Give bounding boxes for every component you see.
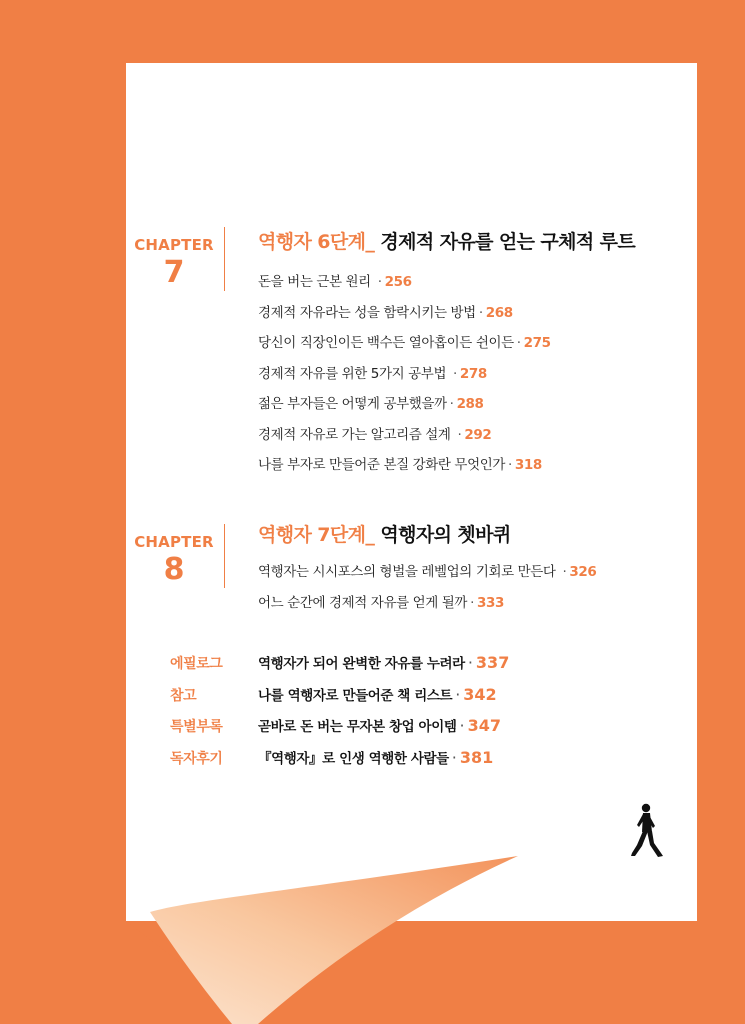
toc-page-number: 278 bbox=[459, 365, 487, 382]
back-matter-label: 독자후기 bbox=[170, 750, 223, 767]
chapter-divider bbox=[224, 227, 225, 291]
toc-page-number: 333 bbox=[476, 594, 504, 611]
toc-item-text: 당신이 직장인이든 백수든 열아홉이든 쉰이든 bbox=[258, 335, 514, 351]
back-matter-text: 나를 역행자로 만들어준 책 리스트 bbox=[258, 687, 453, 704]
chapter-8-contents bbox=[258, 557, 596, 618]
toc-item[interactable] bbox=[258, 450, 551, 481]
toc-separator: · bbox=[451, 747, 457, 767]
toc-page-number: 275 bbox=[523, 335, 551, 351]
toc-page-number: 381 bbox=[459, 747, 494, 767]
chapter-title bbox=[258, 520, 511, 547]
toc-separator: · bbox=[452, 365, 457, 382]
toc-item[interactable] bbox=[258, 298, 551, 329]
toc-item-text: 경제적 자유로 가는 알고리즘 설계 bbox=[258, 426, 455, 443]
toc-item[interactable] bbox=[258, 359, 551, 390]
toc-page-number: 347 bbox=[467, 716, 501, 735]
back-matter-item[interactable] bbox=[170, 679, 509, 711]
chapter-title-text: 경제적 자유를 얻는 구체적 루트 bbox=[374, 231, 636, 253]
walking-man-icon bbox=[630, 803, 664, 859]
toc-item[interactable] bbox=[258, 328, 551, 359]
toc-page-number: 256 bbox=[384, 274, 412, 290]
toc-item-text: 경제적 자유라는 성을 함락시키는 방법 bbox=[258, 304, 476, 321]
back-matter-list bbox=[170, 647, 509, 773]
toc-page-number: 342 bbox=[463, 684, 497, 704]
toc-separator: · bbox=[516, 335, 521, 351]
toc-separator: · bbox=[478, 304, 483, 321]
toc-separator: · bbox=[470, 594, 474, 611]
toc-separator: · bbox=[459, 716, 465, 735]
toc-separator: · bbox=[455, 684, 461, 704]
toc-separator: · bbox=[449, 396, 454, 412]
toc-item-text: 돈을 버는 근본 원리 bbox=[258, 274, 375, 290]
toc-item[interactable] bbox=[258, 557, 596, 588]
toc-page-number: 337 bbox=[475, 653, 510, 672]
toc-page-number: 268 bbox=[485, 304, 513, 321]
chapter-7-contents bbox=[258, 267, 551, 481]
toc-page-number: 288 bbox=[456, 396, 484, 412]
back-matter-text: 『역행자』로 인생 역행한 사람들 bbox=[258, 750, 449, 767]
back-matter-text: 곧바로 돈 버는 무자본 창업 아이템 bbox=[258, 719, 457, 735]
toc-item[interactable] bbox=[258, 267, 551, 298]
toc-separator: · bbox=[467, 653, 473, 672]
toc-page-number: 292 bbox=[464, 426, 492, 443]
back-matter-text: 역행자가 되어 완벽한 자유를 누려라 bbox=[258, 656, 465, 672]
chapter-stage: 역행자 6단계_ bbox=[258, 231, 375, 253]
toc-separator: · bbox=[377, 274, 382, 290]
back-matter-item[interactable] bbox=[170, 742, 509, 774]
chapter-label: CHAPTER bbox=[134, 236, 214, 254]
toc-page-number: 326 bbox=[569, 564, 597, 580]
back-matter-label: 특별부록 bbox=[170, 719, 223, 735]
toc-item[interactable] bbox=[258, 420, 551, 451]
toc-separator: · bbox=[562, 564, 567, 580]
chapter-stage: 역행자 7단계_ bbox=[258, 524, 375, 546]
paper-page bbox=[126, 63, 697, 921]
toc-separator: · bbox=[457, 426, 462, 443]
chapter-title-text: 역행자의 쳇바퀴 bbox=[374, 524, 511, 546]
back-matter-item[interactable] bbox=[170, 710, 509, 742]
toc-item-text: 역행자는 시시포스의 형벌을 레벨업의 기회로 만든다 bbox=[258, 564, 560, 580]
toc-item[interactable] bbox=[258, 389, 551, 420]
toc-separator: · bbox=[508, 457, 512, 473]
toc-item-text: 나를 부자로 만들어준 본질 강화란 무엇인가 bbox=[258, 457, 505, 473]
toc-item-text: 경제적 자유를 위한 5가지 공부법 bbox=[258, 365, 450, 382]
chapter-number: 8 bbox=[163, 552, 185, 587]
chapter-title bbox=[258, 227, 635, 254]
toc-item-text: 젊은 부자들은 어떻게 공부했을까 bbox=[258, 396, 447, 412]
chapter-number: 7 bbox=[163, 255, 185, 290]
chapter-label: CHAPTER bbox=[134, 533, 214, 551]
back-matter-label: 참고 bbox=[170, 687, 197, 704]
toc-item[interactable] bbox=[258, 588, 596, 619]
toc-page-number: 318 bbox=[514, 457, 542, 473]
back-matter-item[interactable] bbox=[170, 647, 509, 679]
chapter-divider bbox=[224, 524, 225, 588]
toc-item-text: 어느 순간에 경제적 자유를 얻게 될까 bbox=[258, 594, 468, 611]
back-matter-label: 에필로그 bbox=[170, 656, 223, 672]
